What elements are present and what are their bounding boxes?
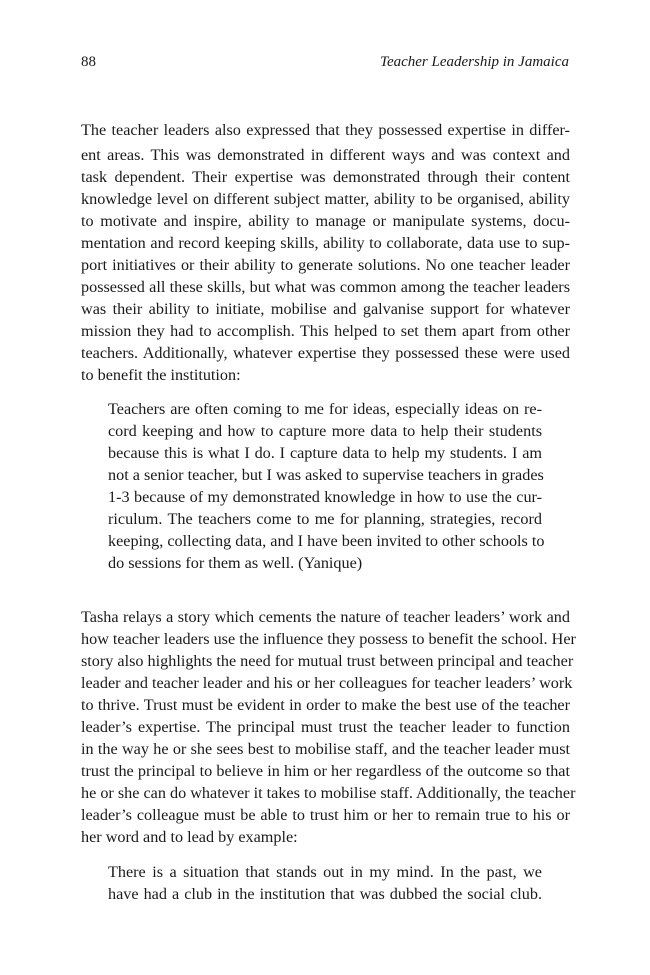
- text-line: how teacher leaders use the influence they possess to benefit the school. Her: [81, 630, 576, 648]
- quote-line: keeping, collecting data, and I have been invited to other schools to: [108, 532, 545, 550]
- text-line: leader’s colleague must be able to trust him or her to remain true to his or: [81, 806, 570, 824]
- text-line: leader’s expertise. The principal must trust the teacher leader to function: [81, 718, 570, 736]
- text-line: to thrive. Trust must be evident in order to make the best use of the teacher: [81, 696, 570, 714]
- quote-line: riculum. The teachers come to me for planning, strategies, record: [108, 510, 542, 528]
- text-line: knowledge level on different subject matter, ability to be organised, ability: [81, 190, 570, 208]
- text-line: her word and to lead by example:: [81, 828, 298, 846]
- text-line: possessed all these skills, but what was common among the teacher leaders: [81, 278, 570, 296]
- text-line: to benefit the institution:: [81, 366, 241, 384]
- text-line: in the way he or she sees best to mobilise staff, and the teacher leader must: [81, 740, 570, 758]
- text-line: teachers. Additionally, whatever expertise they possessed these were used: [81, 344, 570, 362]
- text-line: mentation and record keeping skills, ability to collaborate, data use to sup-: [81, 234, 570, 252]
- page-number: 88: [81, 54, 96, 70]
- quote-line: do sessions for them as well. (Yanique): [108, 554, 363, 572]
- text-line: story also highlights the need for mutual trust between principal and teacher: [81, 652, 574, 670]
- text-line: ent areas. This was demonstrated in different ways and was context and: [81, 146, 570, 164]
- quote-line: There is a situation that stands out in my mind. In the past, we: [108, 863, 542, 881]
- text-line: task dependent. Their expertise was demonstrated through their content: [81, 168, 570, 186]
- text-line: Tasha relays a story which cements the nature of teacher leaders’ work and: [81, 608, 570, 626]
- text-line: trust the principal to believe in him or her regardless of the outcome so that: [81, 762, 570, 780]
- quote-line: 1-3 because of my demonstrated knowledge in how to use the cur-: [108, 488, 542, 506]
- quote-line: cord keeping and how to capture more data to help their students: [108, 422, 542, 440]
- text-line: The teacher leaders also expressed that they possessed expertise in differ-: [81, 121, 570, 139]
- quote-line: because this is what I do. I capture data to help my students. I am: [108, 444, 542, 462]
- text-line: mission they had to accomplish. This helped to set them apart from other: [81, 322, 570, 340]
- text-line: he or she can do whatever it takes to mobilise staff. Additionally, the teacher: [81, 784, 576, 802]
- text-line: port initiatives or their ability to generate solutions. No one teacher leader: [81, 256, 570, 274]
- quote-line: have had a club in the institution that was dubbed the social club.: [108, 885, 542, 903]
- quote-line: Teachers are often coming to me for ideas, especially ideas on re-: [108, 400, 542, 418]
- text-line: was their ability to initiate, mobilise and galvanise support for whatever: [81, 300, 570, 318]
- running-header: [81, 54, 569, 74]
- running-title: Teacher Leadership in Jamaica: [379, 54, 569, 70]
- quote-line: not a senior teacher, but I was asked to supervise teachers in grades: [108, 466, 544, 484]
- text-line: leader and teacher leader and his or her colleagues for teacher leaders’ work: [81, 674, 573, 692]
- text-line: to motivate and inspire, ability to manage or manipulate systems, docu-: [81, 212, 570, 230]
